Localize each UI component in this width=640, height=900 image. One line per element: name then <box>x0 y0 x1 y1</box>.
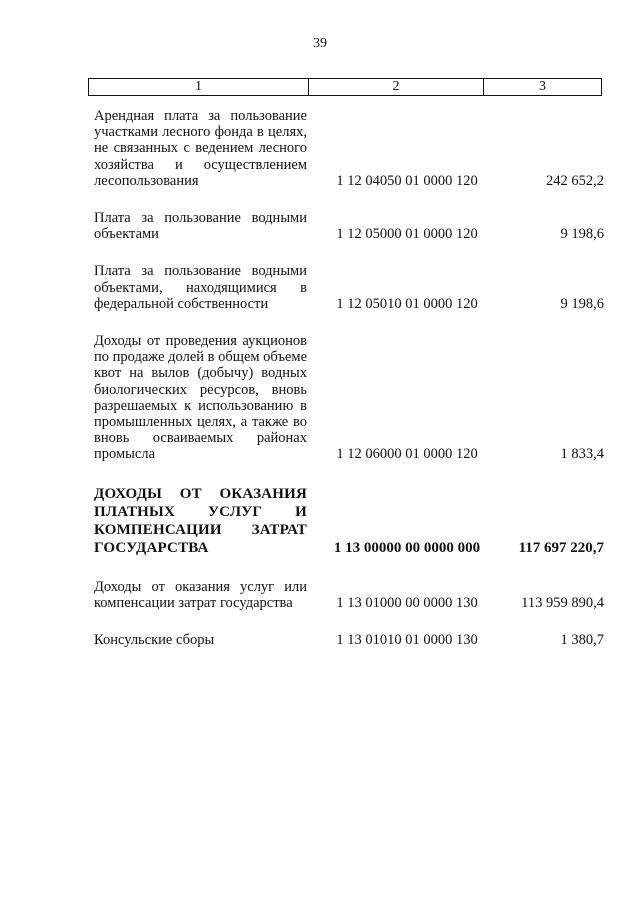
table-row <box>94 333 604 463</box>
table-row <box>94 579 604 611</box>
column-header-2: 2 <box>309 79 484 96</box>
row-code: 1 12 04050 01 0000 120 <box>336 172 478 189</box>
revenue-table-body <box>94 108 604 648</box>
column-header-3: 3 <box>484 79 602 96</box>
row-name: Арендная плата за пользование участками лесного фонда в целях, не связанных с ведением лесного хозяйства и осуществлением лесопользования <box>94 108 307 189</box>
table-row <box>94 263 604 312</box>
row-value: 9 198,6 <box>560 226 604 243</box>
row-code: 1 12 05010 01 0000 120 <box>336 295 478 312</box>
row-name: Доходы от оказания услуг или компенсации затрат государства <box>94 578 307 611</box>
table-row-section-total <box>94 485 604 557</box>
row-value: 117 697 220,7 <box>518 539 604 556</box>
row-name: Плата за пользование водными объектами, находящимися в федеральной собственности <box>94 263 307 312</box>
row-code: 1 12 06000 01 0000 120 <box>336 446 478 463</box>
row-name: ДОХОДЫ ОТ ОКАЗАНИЯ ПЛАТНЫХ УСЛУГ И КОМПЕНСАЦИИ ЗАТРАТ ГОСУДАРСТВА <box>94 485 307 556</box>
row-code: 1 13 01000 00 0000 130 <box>336 594 478 611</box>
table-row <box>94 210 604 242</box>
row-value: 113 959 890,4 <box>521 594 604 611</box>
column-header-table <box>88 78 602 96</box>
column-header-row <box>89 79 602 96</box>
row-value: 9 198,6 <box>560 295 604 312</box>
table-row <box>94 108 604 189</box>
row-code: 1 13 01010 01 0000 130 <box>336 632 478 649</box>
row-code: 1 13 00000 00 0000 000 <box>333 539 481 556</box>
table-row <box>94 632 604 648</box>
row-value: 1 833,4 <box>560 446 604 463</box>
row-name: Плата за пользование водными объектами <box>94 210 307 243</box>
row-value: 242 652,2 <box>546 172 604 189</box>
row-value: 1 380,7 <box>560 632 604 649</box>
page-number: 39 <box>313 36 327 51</box>
row-name: Доходы от проведения аукционов по продаже долей в общем объеме квот на вылов (добычу) водных биологических ресурсов, вновь разрешаемых к использованию в промышленных целях, а также во вновь осваиваемых районах промысла <box>94 333 307 463</box>
row-name: Консульские сборы <box>94 632 215 649</box>
row-code: 1 12 05000 01 0000 120 <box>336 226 478 243</box>
column-header-1: 1 <box>89 79 309 96</box>
